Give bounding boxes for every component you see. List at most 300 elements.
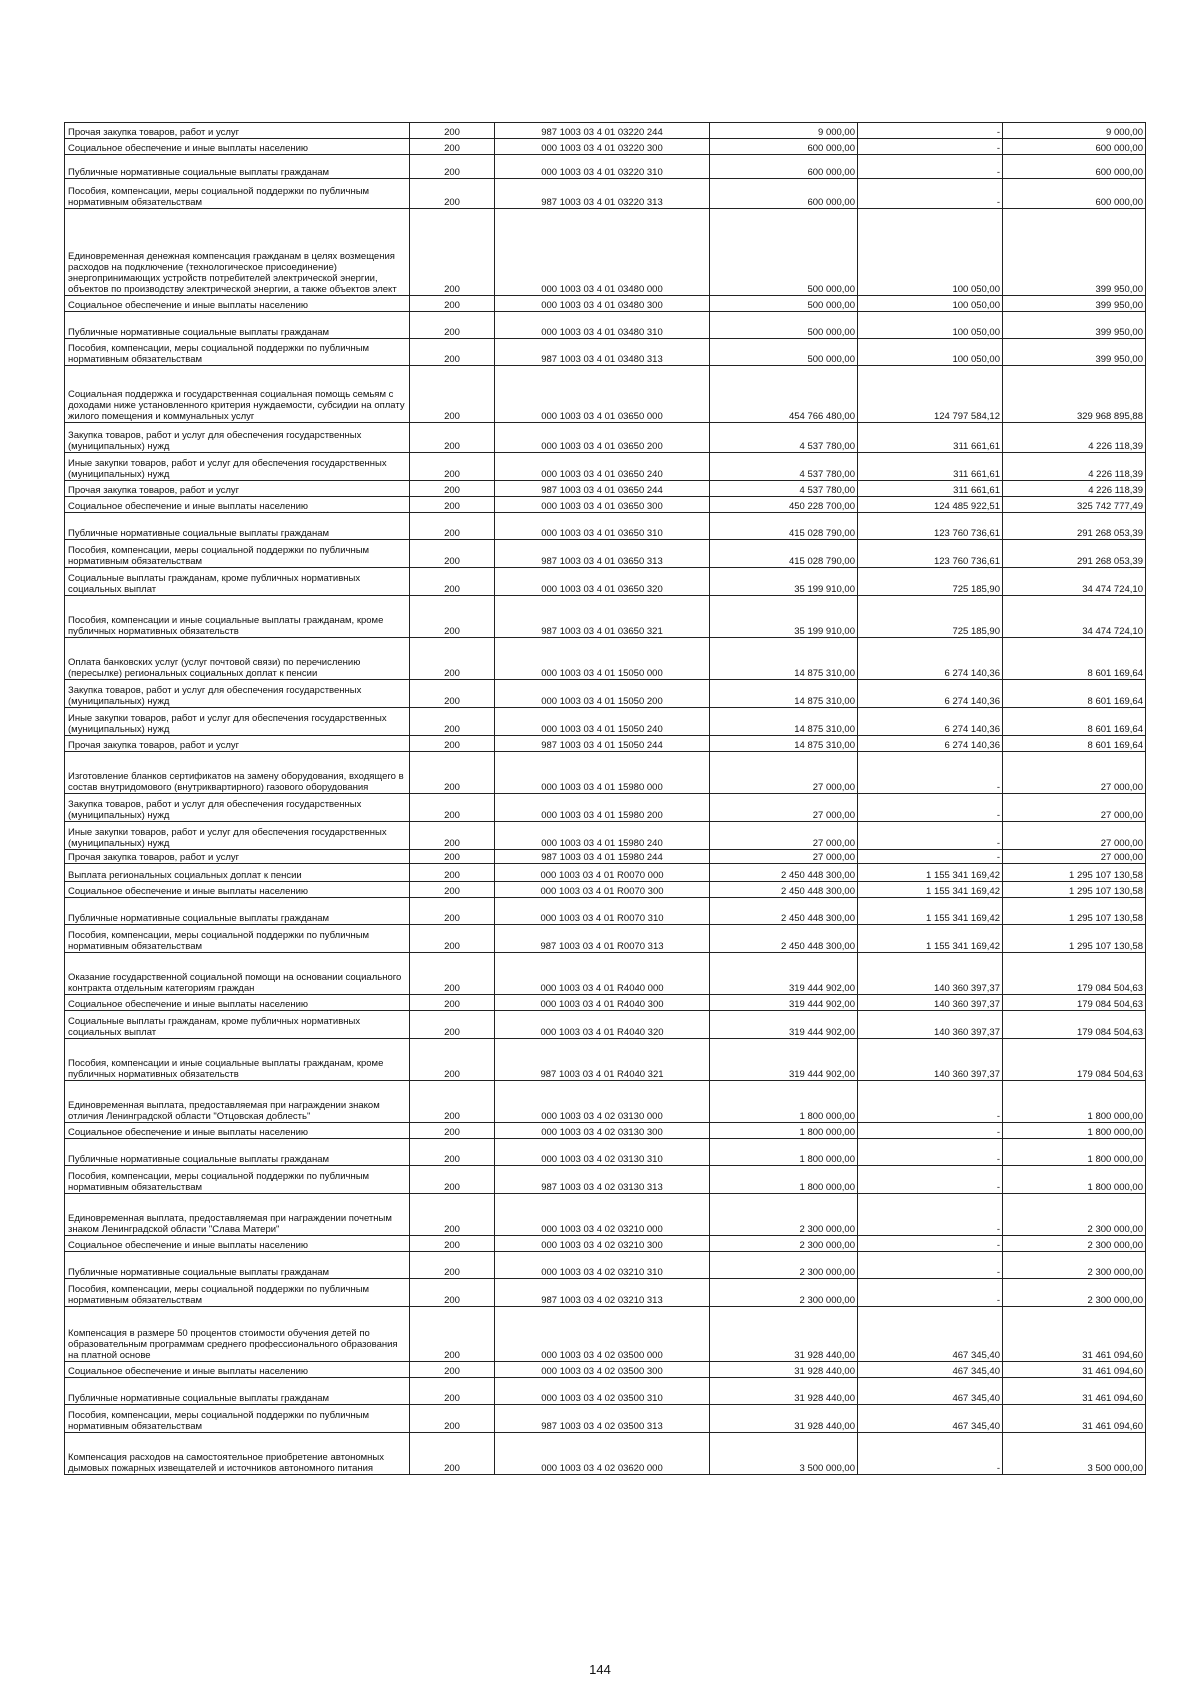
row-unexecuted-cell: 8 601 169,64 xyxy=(1003,708,1146,736)
row-name-cell: Публичные нормативные социальные выплаты гражданам xyxy=(65,155,410,179)
row-line-code-cell: 200 xyxy=(410,312,495,339)
row-kbk-cell: 000 1003 03 4 01 R4040 320 xyxy=(495,1011,710,1039)
row-unexecuted-cell: 179 084 504,63 xyxy=(1003,953,1146,995)
row-kbk-cell: 000 1003 03 4 02 03210 310 xyxy=(495,1252,710,1279)
row-line-code-cell: 200 xyxy=(410,953,495,995)
row-executed-cell: - xyxy=(858,794,1003,822)
row-unexecuted-cell: 1 295 107 130,58 xyxy=(1003,898,1146,925)
row-approved-cell: 2 450 448 300,00 xyxy=(710,898,858,925)
row-unexecuted-cell: 1 800 000,00 xyxy=(1003,1166,1146,1194)
row-kbk-cell: 000 1003 03 4 01 03650 240 xyxy=(495,453,710,481)
table-row xyxy=(65,638,1146,680)
row-approved-cell: 31 928 440,00 xyxy=(710,1378,858,1405)
row-approved-cell: 500 000,00 xyxy=(710,209,858,296)
row-kbk-cell: 000 1003 03 4 02 03130 300 xyxy=(495,1123,710,1139)
row-name-cell: Социальное обеспечение и иные выплаты населению xyxy=(65,296,410,312)
row-approved-cell: 319 444 902,00 xyxy=(710,1011,858,1039)
row-name-cell: Социальные выплаты гражданам, кроме публичных нормативных социальных выплат xyxy=(65,568,410,596)
row-line-code-cell: 200 xyxy=(410,1433,495,1475)
row-unexecuted-cell: 600 000,00 xyxy=(1003,139,1146,155)
row-executed-cell: 140 360 397,37 xyxy=(858,953,1003,995)
row-approved-cell: 27 000,00 xyxy=(710,850,858,864)
row-unexecuted-cell: 8 601 169,64 xyxy=(1003,736,1146,752)
row-line-code-cell: 200 xyxy=(410,925,495,953)
row-name-cell: Социальное обеспечение и иные выплаты населению xyxy=(65,1362,410,1378)
row-kbk-cell: 000 1003 03 4 02 03500 300 xyxy=(495,1362,710,1378)
row-executed-cell: - xyxy=(858,752,1003,794)
row-line-code-cell: 200 xyxy=(410,1194,495,1236)
row-line-code-cell: 200 xyxy=(410,339,495,366)
table-row xyxy=(65,453,1146,481)
row-executed-cell: - xyxy=(858,179,1003,209)
row-kbk-cell: 987 1003 03 4 02 03500 313 xyxy=(495,1405,710,1433)
row-line-code-cell: 200 xyxy=(410,1011,495,1039)
row-kbk-cell: 000 1003 03 4 01 15050 200 xyxy=(495,680,710,708)
table-row xyxy=(65,708,1146,736)
row-approved-cell: 600 000,00 xyxy=(710,155,858,179)
table-row xyxy=(65,568,1146,596)
row-approved-cell: 600 000,00 xyxy=(710,139,858,155)
row-name-cell: Социальное обеспечение и иные выплаты населению xyxy=(65,995,410,1011)
row-unexecuted-cell: 179 084 504,63 xyxy=(1003,995,1146,1011)
row-unexecuted-cell: 325 742 777,49 xyxy=(1003,497,1146,513)
row-kbk-cell: 000 1003 03 4 01 R4040 300 xyxy=(495,995,710,1011)
row-kbk-cell: 000 1003 03 4 01 03650 320 xyxy=(495,568,710,596)
row-line-code-cell: 200 xyxy=(410,995,495,1011)
row-unexecuted-cell: 2 300 000,00 xyxy=(1003,1252,1146,1279)
row-approved-cell: 500 000,00 xyxy=(710,312,858,339)
row-unexecuted-cell: 399 950,00 xyxy=(1003,296,1146,312)
row-line-code-cell: 200 xyxy=(410,540,495,568)
table-row xyxy=(65,513,1146,540)
row-unexecuted-cell: 2 300 000,00 xyxy=(1003,1236,1146,1252)
row-line-code-cell: 200 xyxy=(410,680,495,708)
table-row xyxy=(65,1362,1146,1378)
table-row xyxy=(65,1194,1146,1236)
row-kbk-cell: 000 1003 03 4 01 15980 000 xyxy=(495,752,710,794)
row-line-code-cell: 200 xyxy=(410,453,495,481)
row-approved-cell: 4 537 780,00 xyxy=(710,453,858,481)
row-name-cell: Пособия, компенсации и иные социальные выплаты гражданам, кроме публичных нормативных обязательств xyxy=(65,596,410,638)
row-line-code-cell: 200 xyxy=(410,850,495,864)
row-kbk-cell: 987 1003 03 4 01 15980 244 xyxy=(495,850,710,864)
table-row xyxy=(65,1139,1146,1166)
row-unexecuted-cell: 600 000,00 xyxy=(1003,155,1146,179)
row-line-code-cell: 200 xyxy=(410,708,495,736)
row-kbk-cell: 987 1003 03 4 02 03210 313 xyxy=(495,1279,710,1307)
row-approved-cell: 31 928 440,00 xyxy=(710,1307,858,1362)
row-unexecuted-cell: 329 968 895,88 xyxy=(1003,366,1146,423)
row-unexecuted-cell: 2 300 000,00 xyxy=(1003,1194,1146,1236)
row-name-cell: Пособия, компенсации, меры социальной поддержки по публичным нормативным обязательствам xyxy=(65,1405,410,1433)
row-executed-cell: 1 155 341 169,42 xyxy=(858,864,1003,882)
row-kbk-cell: 000 1003 03 4 01 R0070 310 xyxy=(495,898,710,925)
row-unexecuted-cell: 399 950,00 xyxy=(1003,209,1146,296)
row-line-code-cell: 200 xyxy=(410,139,495,155)
table-row xyxy=(65,1405,1146,1433)
row-executed-cell: 1 155 341 169,42 xyxy=(858,925,1003,953)
row-kbk-cell: 000 1003 03 4 01 R0070 300 xyxy=(495,882,710,898)
row-approved-cell: 319 444 902,00 xyxy=(710,995,858,1011)
row-executed-cell: 311 661,61 xyxy=(858,453,1003,481)
row-kbk-cell: 000 1003 03 4 02 03500 000 xyxy=(495,1307,710,1362)
row-executed-cell: 311 661,61 xyxy=(858,481,1003,497)
row-unexecuted-cell: 600 000,00 xyxy=(1003,179,1146,209)
row-approved-cell: 2 300 000,00 xyxy=(710,1252,858,1279)
row-name-cell: Прочая закупка товаров, работ и услуг xyxy=(65,736,410,752)
row-name-cell: Пособия, компенсации, меры социальной поддержки по публичным нормативным обязательствам xyxy=(65,925,410,953)
table-row xyxy=(65,822,1146,850)
row-kbk-cell: 000 1003 03 4 01 15050 240 xyxy=(495,708,710,736)
row-kbk-cell: 000 1003 03 4 01 03650 300 xyxy=(495,497,710,513)
row-kbk-cell: 987 1003 03 4 01 03220 244 xyxy=(495,123,710,139)
row-kbk-cell: 000 1003 03 4 01 03480 000 xyxy=(495,209,710,296)
row-line-code-cell: 200 xyxy=(410,794,495,822)
row-executed-cell: - xyxy=(858,1194,1003,1236)
row-line-code-cell: 200 xyxy=(410,1123,495,1139)
row-unexecuted-cell: 34 474 724,10 xyxy=(1003,596,1146,638)
row-unexecuted-cell: 31 461 094,60 xyxy=(1003,1405,1146,1433)
row-line-code-cell: 200 xyxy=(410,1039,495,1081)
row-name-cell: Компенсация в размере 50 процентов стоимости обучения детей по образовательным программам среднего профессионального образования на платной основе xyxy=(65,1307,410,1362)
row-executed-cell: 6 274 140,36 xyxy=(858,736,1003,752)
row-name-cell: Публичные нормативные социальные выплаты гражданам xyxy=(65,1252,410,1279)
table-row xyxy=(65,1081,1146,1123)
table-row xyxy=(65,540,1146,568)
row-line-code-cell: 200 xyxy=(410,1405,495,1433)
row-unexecuted-cell: 1 800 000,00 xyxy=(1003,1081,1146,1123)
row-kbk-cell: 000 1003 03 4 01 03650 310 xyxy=(495,513,710,540)
row-name-cell: Социальное обеспечение и иные выплаты населению xyxy=(65,1236,410,1252)
row-approved-cell: 2 450 448 300,00 xyxy=(710,864,858,882)
row-line-code-cell: 200 xyxy=(410,568,495,596)
table-row xyxy=(65,423,1146,453)
table-row xyxy=(65,123,1146,139)
row-name-cell: Единовременная выплата, предоставляемая при награждении знаком отличия Ленинградской области "Отцовская доблесть" xyxy=(65,1081,410,1123)
row-name-cell: Иные закупки товаров, работ и услуг для обеспечения государственных (муниципальных) нужд xyxy=(65,708,410,736)
row-name-cell: Пособия, компенсации, меры социальной поддержки по публичным нормативным обязательствам xyxy=(65,1166,410,1194)
table-row xyxy=(65,752,1146,794)
table-row xyxy=(65,596,1146,638)
row-kbk-cell: 000 1003 03 4 01 03650 000 xyxy=(495,366,710,423)
row-executed-cell: 6 274 140,36 xyxy=(858,638,1003,680)
table-row xyxy=(65,155,1146,179)
row-approved-cell: 2 450 448 300,00 xyxy=(710,925,858,953)
row-line-code-cell: 200 xyxy=(410,1279,495,1307)
row-executed-cell: - xyxy=(858,1236,1003,1252)
row-kbk-cell: 987 1003 03 4 01 03650 313 xyxy=(495,540,710,568)
row-kbk-cell: 987 1003 03 4 01 15050 244 xyxy=(495,736,710,752)
row-line-code-cell: 200 xyxy=(410,882,495,898)
row-executed-cell: 1 155 341 169,42 xyxy=(858,882,1003,898)
row-unexecuted-cell: 399 950,00 xyxy=(1003,339,1146,366)
row-name-cell: Закупка товаров, работ и услуг для обеспечения государственных (муниципальных) нужд xyxy=(65,794,410,822)
row-unexecuted-cell: 4 226 118,39 xyxy=(1003,423,1146,453)
row-line-code-cell: 200 xyxy=(410,1252,495,1279)
row-kbk-cell: 987 1003 03 4 01 03480 313 xyxy=(495,339,710,366)
row-unexecuted-cell: 4 226 118,39 xyxy=(1003,453,1146,481)
row-approved-cell: 14 875 310,00 xyxy=(710,638,858,680)
row-name-cell: Публичные нормативные социальные выплаты гражданам xyxy=(65,1139,410,1166)
row-unexecuted-cell: 27 000,00 xyxy=(1003,850,1146,864)
row-executed-cell: - xyxy=(858,1166,1003,1194)
row-kbk-cell: 000 1003 03 4 01 R0070 000 xyxy=(495,864,710,882)
row-kbk-cell: 987 1003 03 4 01 R0070 313 xyxy=(495,925,710,953)
row-executed-cell: 100 050,00 xyxy=(858,312,1003,339)
row-name-cell: Закупка товаров, работ и услуг для обеспечения государственных (муниципальных) нужд xyxy=(65,423,410,453)
row-unexecuted-cell: 4 226 118,39 xyxy=(1003,481,1146,497)
row-executed-cell: - xyxy=(858,1252,1003,1279)
row-kbk-cell: 000 1003 03 4 01 R4040 000 xyxy=(495,953,710,995)
row-approved-cell: 14 875 310,00 xyxy=(710,736,858,752)
table-row xyxy=(65,850,1146,864)
row-unexecuted-cell: 27 000,00 xyxy=(1003,752,1146,794)
table-row xyxy=(65,680,1146,708)
row-executed-cell: 6 274 140,36 xyxy=(858,708,1003,736)
row-line-code-cell: 200 xyxy=(410,1362,495,1378)
row-name-cell: Оплата банковских услуг (услуг почтовой связи) по перечислению (пересылке) региональных социальных доплат к пенсии xyxy=(65,638,410,680)
row-line-code-cell: 200 xyxy=(410,752,495,794)
row-unexecuted-cell: 179 084 504,63 xyxy=(1003,1039,1146,1081)
row-unexecuted-cell: 27 000,00 xyxy=(1003,794,1146,822)
table-row xyxy=(65,1039,1146,1081)
row-approved-cell: 9 000,00 xyxy=(710,123,858,139)
table-row xyxy=(65,179,1146,209)
row-kbk-cell: 987 1003 03 4 01 03650 244 xyxy=(495,481,710,497)
row-unexecuted-cell: 1 295 107 130,58 xyxy=(1003,882,1146,898)
row-approved-cell: 1 800 000,00 xyxy=(710,1139,858,1166)
row-approved-cell: 2 300 000,00 xyxy=(710,1194,858,1236)
row-unexecuted-cell: 179 084 504,63 xyxy=(1003,1011,1146,1039)
row-approved-cell: 35 199 910,00 xyxy=(710,596,858,638)
row-kbk-cell: 000 1003 03 4 01 03220 310 xyxy=(495,155,710,179)
row-executed-cell: 467 345,40 xyxy=(858,1307,1003,1362)
row-name-cell: Публичные нормативные социальные выплаты гражданам xyxy=(65,312,410,339)
row-executed-cell: 725 185,90 xyxy=(858,596,1003,638)
row-executed-cell: 311 661,61 xyxy=(858,423,1003,453)
row-line-code-cell: 200 xyxy=(410,497,495,513)
row-name-cell: Публичные нормативные социальные выплаты гражданам xyxy=(65,898,410,925)
row-line-code-cell: 200 xyxy=(410,736,495,752)
row-unexecuted-cell: 31 461 094,60 xyxy=(1003,1307,1146,1362)
row-unexecuted-cell: 1 800 000,00 xyxy=(1003,1139,1146,1166)
row-executed-cell: - xyxy=(858,822,1003,850)
table-row xyxy=(65,736,1146,752)
table-row xyxy=(65,1166,1146,1194)
row-approved-cell: 3 500 000,00 xyxy=(710,1433,858,1475)
row-unexecuted-cell: 1 295 107 130,58 xyxy=(1003,864,1146,882)
row-executed-cell: - xyxy=(858,1433,1003,1475)
row-name-cell: Выплата региональных социальных доплат к пенсии xyxy=(65,864,410,882)
row-approved-cell: 31 928 440,00 xyxy=(710,1405,858,1433)
row-approved-cell: 1 800 000,00 xyxy=(710,1081,858,1123)
row-executed-cell: - xyxy=(858,1139,1003,1166)
row-kbk-cell: 987 1003 03 4 02 03130 313 xyxy=(495,1166,710,1194)
row-name-cell: Закупка товаров, работ и услуг для обеспечения государственных (муниципальных) нужд xyxy=(65,680,410,708)
row-approved-cell: 319 444 902,00 xyxy=(710,1039,858,1081)
row-unexecuted-cell: 1 800 000,00 xyxy=(1003,1123,1146,1139)
row-approved-cell: 27 000,00 xyxy=(710,794,858,822)
table-row xyxy=(65,366,1146,423)
table-row xyxy=(65,312,1146,339)
row-executed-cell: 123 760 736,61 xyxy=(858,513,1003,540)
table-row xyxy=(65,995,1146,1011)
row-kbk-cell: 000 1003 03 4 02 03500 310 xyxy=(495,1378,710,1405)
row-line-code-cell: 200 xyxy=(410,1236,495,1252)
row-kbk-cell: 987 1003 03 4 01 R4040 321 xyxy=(495,1039,710,1081)
row-kbk-cell: 000 1003 03 4 01 03480 300 xyxy=(495,296,710,312)
row-kbk-cell: 000 1003 03 4 01 15050 000 xyxy=(495,638,710,680)
row-line-code-cell: 200 xyxy=(410,155,495,179)
row-name-cell: Иные закупки товаров, работ и услуг для обеспечения государственных (муниципальных) нужд xyxy=(65,822,410,850)
row-executed-cell: 725 185,90 xyxy=(858,568,1003,596)
row-name-cell: Публичные нормативные социальные выплаты гражданам xyxy=(65,513,410,540)
row-kbk-cell: 000 1003 03 4 01 15980 240 xyxy=(495,822,710,850)
row-line-code-cell: 200 xyxy=(410,513,495,540)
row-approved-cell: 500 000,00 xyxy=(710,296,858,312)
row-executed-cell: 100 050,00 xyxy=(858,209,1003,296)
row-kbk-cell: 000 1003 03 4 01 03220 300 xyxy=(495,139,710,155)
row-name-cell: Единовременная выплата, предоставляемая при награждении почетным знаком Ленинградской области "Слава Матери" xyxy=(65,1194,410,1236)
table-row xyxy=(65,1307,1146,1362)
row-executed-cell: - xyxy=(858,1123,1003,1139)
row-unexecuted-cell: 1 295 107 130,58 xyxy=(1003,925,1146,953)
row-unexecuted-cell: 8 601 169,64 xyxy=(1003,680,1146,708)
row-line-code-cell: 200 xyxy=(410,898,495,925)
row-line-code-cell: 200 xyxy=(410,1139,495,1166)
row-approved-cell: 2 450 448 300,00 xyxy=(710,882,858,898)
budget-execution-table xyxy=(64,122,1146,1475)
row-executed-cell: 124 485 922,51 xyxy=(858,497,1003,513)
row-executed-cell: 6 274 140,36 xyxy=(858,680,1003,708)
row-name-cell: Социальное обеспечение и иные выплаты населению xyxy=(65,497,410,513)
row-unexecuted-cell: 31 461 094,60 xyxy=(1003,1362,1146,1378)
row-approved-cell: 319 444 902,00 xyxy=(710,953,858,995)
row-line-code-cell: 200 xyxy=(410,638,495,680)
row-approved-cell: 415 028 790,00 xyxy=(710,540,858,568)
row-name-cell: Публичные нормативные социальные выплаты гражданам xyxy=(65,1378,410,1405)
row-approved-cell: 1 800 000,00 xyxy=(710,1166,858,1194)
row-approved-cell: 500 000,00 xyxy=(710,339,858,366)
page-number: 144 xyxy=(589,1662,611,1677)
table-row xyxy=(65,296,1146,312)
row-line-code-cell: 200 xyxy=(410,423,495,453)
table-row xyxy=(65,139,1146,155)
table-row xyxy=(65,1252,1146,1279)
table-row xyxy=(65,953,1146,995)
row-executed-cell: - xyxy=(858,850,1003,864)
row-kbk-cell: 987 1003 03 4 01 03220 313 xyxy=(495,179,710,209)
row-executed-cell: 1 155 341 169,42 xyxy=(858,898,1003,925)
row-name-cell: Социальное обеспечение и иные выплаты населению xyxy=(65,1123,410,1139)
row-executed-cell: 123 760 736,61 xyxy=(858,540,1003,568)
row-name-cell: Иные закупки товаров, работ и услуг для обеспечения государственных (муниципальных) нужд xyxy=(65,453,410,481)
row-kbk-cell: 000 1003 03 4 02 03130 000 xyxy=(495,1081,710,1123)
table-row xyxy=(65,481,1146,497)
row-kbk-cell: 000 1003 03 4 02 03210 000 xyxy=(495,1194,710,1236)
row-approved-cell: 14 875 310,00 xyxy=(710,680,858,708)
table-row xyxy=(65,898,1146,925)
table-row xyxy=(65,1011,1146,1039)
row-name-cell: Прочая закупка товаров, работ и услуг xyxy=(65,850,410,864)
row-executed-cell: 467 345,40 xyxy=(858,1378,1003,1405)
table-body xyxy=(65,123,1146,1475)
row-kbk-cell: 000 1003 03 4 01 03480 310 xyxy=(495,312,710,339)
row-approved-cell: 27 000,00 xyxy=(710,822,858,850)
row-kbk-cell: 000 1003 03 4 02 03210 300 xyxy=(495,1236,710,1252)
row-name-cell: Оказание государственной социальной помощи на основании социального контракта отдельным категориям граждан xyxy=(65,953,410,995)
row-unexecuted-cell: 291 268 053,39 xyxy=(1003,513,1146,540)
row-name-cell: Социальная поддержка и государственная социальная помощь семьям с доходами ниже установленного критерия нуждаемости, субсидии на оплату жилого помещения и коммунальных услуг xyxy=(65,366,410,423)
row-unexecuted-cell: 27 000,00 xyxy=(1003,822,1146,850)
row-approved-cell: 450 228 700,00 xyxy=(710,497,858,513)
row-unexecuted-cell: 399 950,00 xyxy=(1003,312,1146,339)
row-executed-cell: - xyxy=(858,155,1003,179)
row-kbk-cell: 000 1003 03 4 01 15980 200 xyxy=(495,794,710,822)
row-name-cell: Пособия, компенсации и иные социальные выплаты гражданам, кроме публичных нормативных обязательств xyxy=(65,1039,410,1081)
row-name-cell: Социальное обеспечение и иные выплаты населению xyxy=(65,139,410,155)
row-unexecuted-cell: 9 000,00 xyxy=(1003,123,1146,139)
row-name-cell: Социальные выплаты гражданам, кроме публичных нормативных социальных выплат xyxy=(65,1011,410,1039)
row-unexecuted-cell: 3 500 000,00 xyxy=(1003,1433,1146,1475)
row-unexecuted-cell: 34 474 724,10 xyxy=(1003,568,1146,596)
row-line-code-cell: 200 xyxy=(410,481,495,497)
row-executed-cell: 140 360 397,37 xyxy=(858,995,1003,1011)
table-row xyxy=(65,1123,1146,1139)
row-executed-cell: 140 360 397,37 xyxy=(858,1039,1003,1081)
row-line-code-cell: 200 xyxy=(410,1307,495,1362)
row-name-cell: Пособия, компенсации, меры социальной поддержки по публичным нормативным обязательствам xyxy=(65,1279,410,1307)
row-executed-cell: 467 345,40 xyxy=(858,1405,1003,1433)
row-approved-cell: 14 875 310,00 xyxy=(710,708,858,736)
row-name-cell: Прочая закупка товаров, работ и услуг xyxy=(65,123,410,139)
row-unexecuted-cell: 8 601 169,64 xyxy=(1003,638,1146,680)
row-executed-cell: - xyxy=(858,139,1003,155)
table-row xyxy=(65,209,1146,296)
row-line-code-cell: 200 xyxy=(410,1166,495,1194)
row-approved-cell: 454 766 480,00 xyxy=(710,366,858,423)
table-row xyxy=(65,1433,1146,1475)
row-approved-cell: 415 028 790,00 xyxy=(710,513,858,540)
row-executed-cell: - xyxy=(858,1279,1003,1307)
row-name-cell: Прочая закупка товаров, работ и услуг xyxy=(65,481,410,497)
row-line-code-cell: 200 xyxy=(410,123,495,139)
table-row xyxy=(65,339,1146,366)
row-approved-cell: 2 300 000,00 xyxy=(710,1236,858,1252)
row-approved-cell: 2 300 000,00 xyxy=(710,1279,858,1307)
row-kbk-cell: 000 1003 03 4 02 03130 310 xyxy=(495,1139,710,1166)
table-row xyxy=(65,882,1146,898)
row-name-cell: Пособия, компенсации, меры социальной поддержки по публичным нормативным обязательствам xyxy=(65,540,410,568)
row-name-cell: Социальное обеспечение и иные выплаты населению xyxy=(65,882,410,898)
row-executed-cell: 124 797 584,12 xyxy=(858,366,1003,423)
row-unexecuted-cell: 291 268 053,39 xyxy=(1003,540,1146,568)
row-approved-cell: 4 537 780,00 xyxy=(710,481,858,497)
row-line-code-cell: 200 xyxy=(410,1081,495,1123)
row-kbk-cell: 000 1003 03 4 02 03620 000 xyxy=(495,1433,710,1475)
row-executed-cell: - xyxy=(858,1081,1003,1123)
table-row xyxy=(65,794,1146,822)
row-name-cell: Единовременная денежная компенсация гражданам в целях возмещения расходов на подключение (технологическое присоединение) энергопринимающих устройств потребителей электрической энергии, объектов по производству электрической энергии, а также объектов элект xyxy=(65,209,410,296)
table-row xyxy=(65,497,1146,513)
row-approved-cell: 1 800 000,00 xyxy=(710,1123,858,1139)
row-approved-cell: 27 000,00 xyxy=(710,752,858,794)
row-line-code-cell: 200 xyxy=(410,822,495,850)
row-executed-cell: 100 050,00 xyxy=(858,339,1003,366)
row-name-cell: Пособия, компенсации, меры социальной поддержки по публичным нормативным обязательствам xyxy=(65,339,410,366)
row-executed-cell: 140 360 397,37 xyxy=(858,1011,1003,1039)
row-line-code-cell: 200 xyxy=(410,209,495,296)
